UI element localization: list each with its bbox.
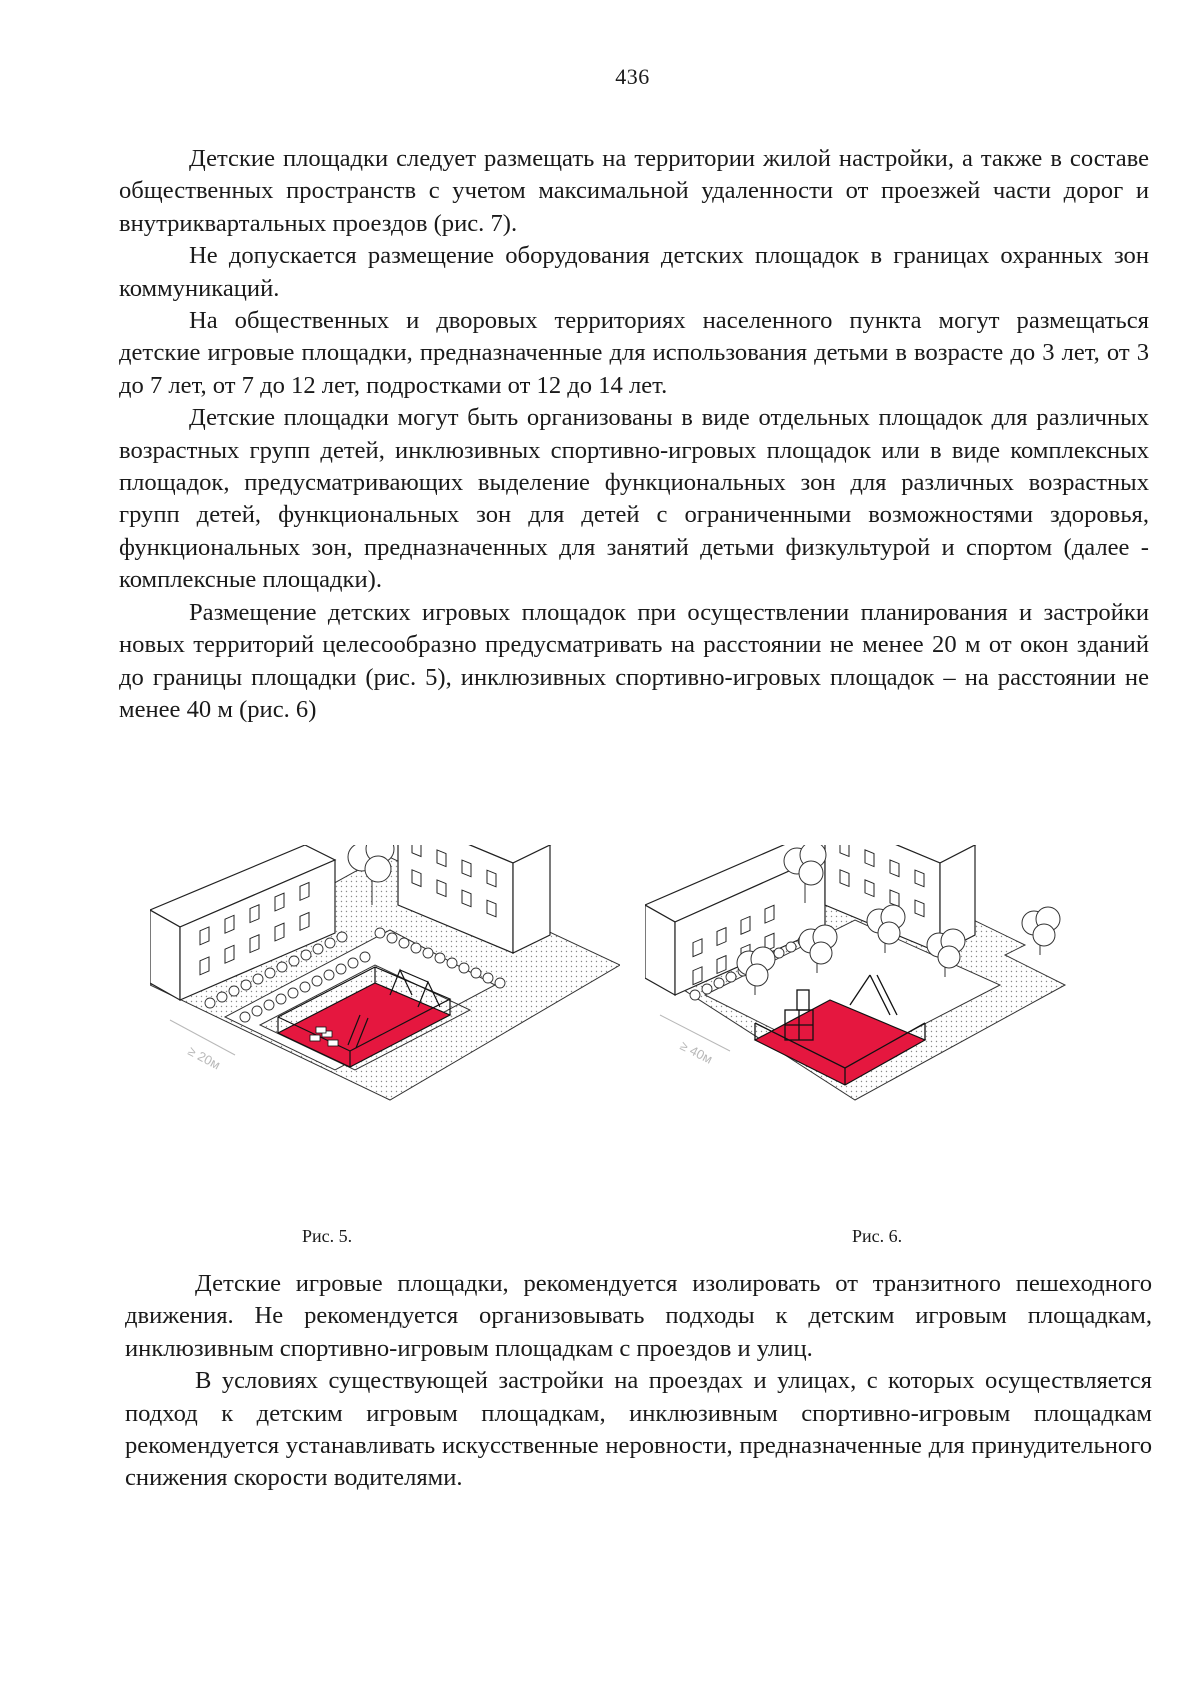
figure-5-caption: Рис. 5. [302,1226,353,1246]
paragraph: Детские площадки следует размещать на территории жилой настройки, а также в составе общественных пространств с учетом максимальной удаленности от проезжей части дорог и внутриквартальных проездов (рис. 7). [119,145,1149,237]
paragraph: На общественных и дворовых территориях населенного пункта могут размещаться детские игровые площадки, предназначенные для использования детьми в возрасте до 3 лет, от 3 до 7 лет, от 7 до 12 лет, подростками от 12 до 14 лет. [119,307,1149,399]
paragraph: Детские игровые площадки, рекомендуется изолировать от транзитного пешеходного движения. Не рекомендуется организовывать подходы к детским игровым площадкам, инклюзивным спортивно-игровым площадкам с проездов и улиц. [125,1270,1152,1362]
figure-6-illustration [645,845,1125,1200]
figure-5-illustration [150,845,620,1200]
paragraph: Размещение детских игровых площадок при осуществлении планирования и застройки новых территорий целесообразно предусматривать на расстоянии не менее 20 м от окон зданий до границы площадки (рис. 5), инклюзивных спортивно-игровых площадок – на расстоянии не менее 40 м (рис. 6) [119,598,1149,723]
dimension-label: ≥ 40м [677,1037,716,1067]
page-number: 436 [615,64,650,89]
paragraph: Детские площадки могут быть организованы в виде отдельных площадок для различных возрастных групп детей, инклюзивных спортивно-игровых площадок или в виде комплексных площадок, предусматривающих выделение функциональных зон для различных возрастных групп детей, функциональных зон для детей с ограниченными возможностями здоровья, функциональных зон, предназначенных для занятий детьми физкультурой и спортом (далее - комплексные площадки). [119,404,1149,594]
text-block-bottom [125,1268,1152,1495]
paragraph: Не допускается размещение оборудования детских площадок в границах охранных зон коммуникаций. [119,242,1149,302]
dimension-label: ≥ 20м [185,1043,223,1073]
figure-6-caption: Рис. 6. [852,1226,903,1246]
paragraph: В условиях существующей застройки на проездах и улицах, с которых осуществляется подход к детским игровым площадкам, инклюзивным спортивно-игровым площадкам рекомендуется устанавливать искусственные неровности, предназначенные для принудительного снижения скорости водителями. [125,1367,1152,1492]
text-block-top [119,143,1149,726]
